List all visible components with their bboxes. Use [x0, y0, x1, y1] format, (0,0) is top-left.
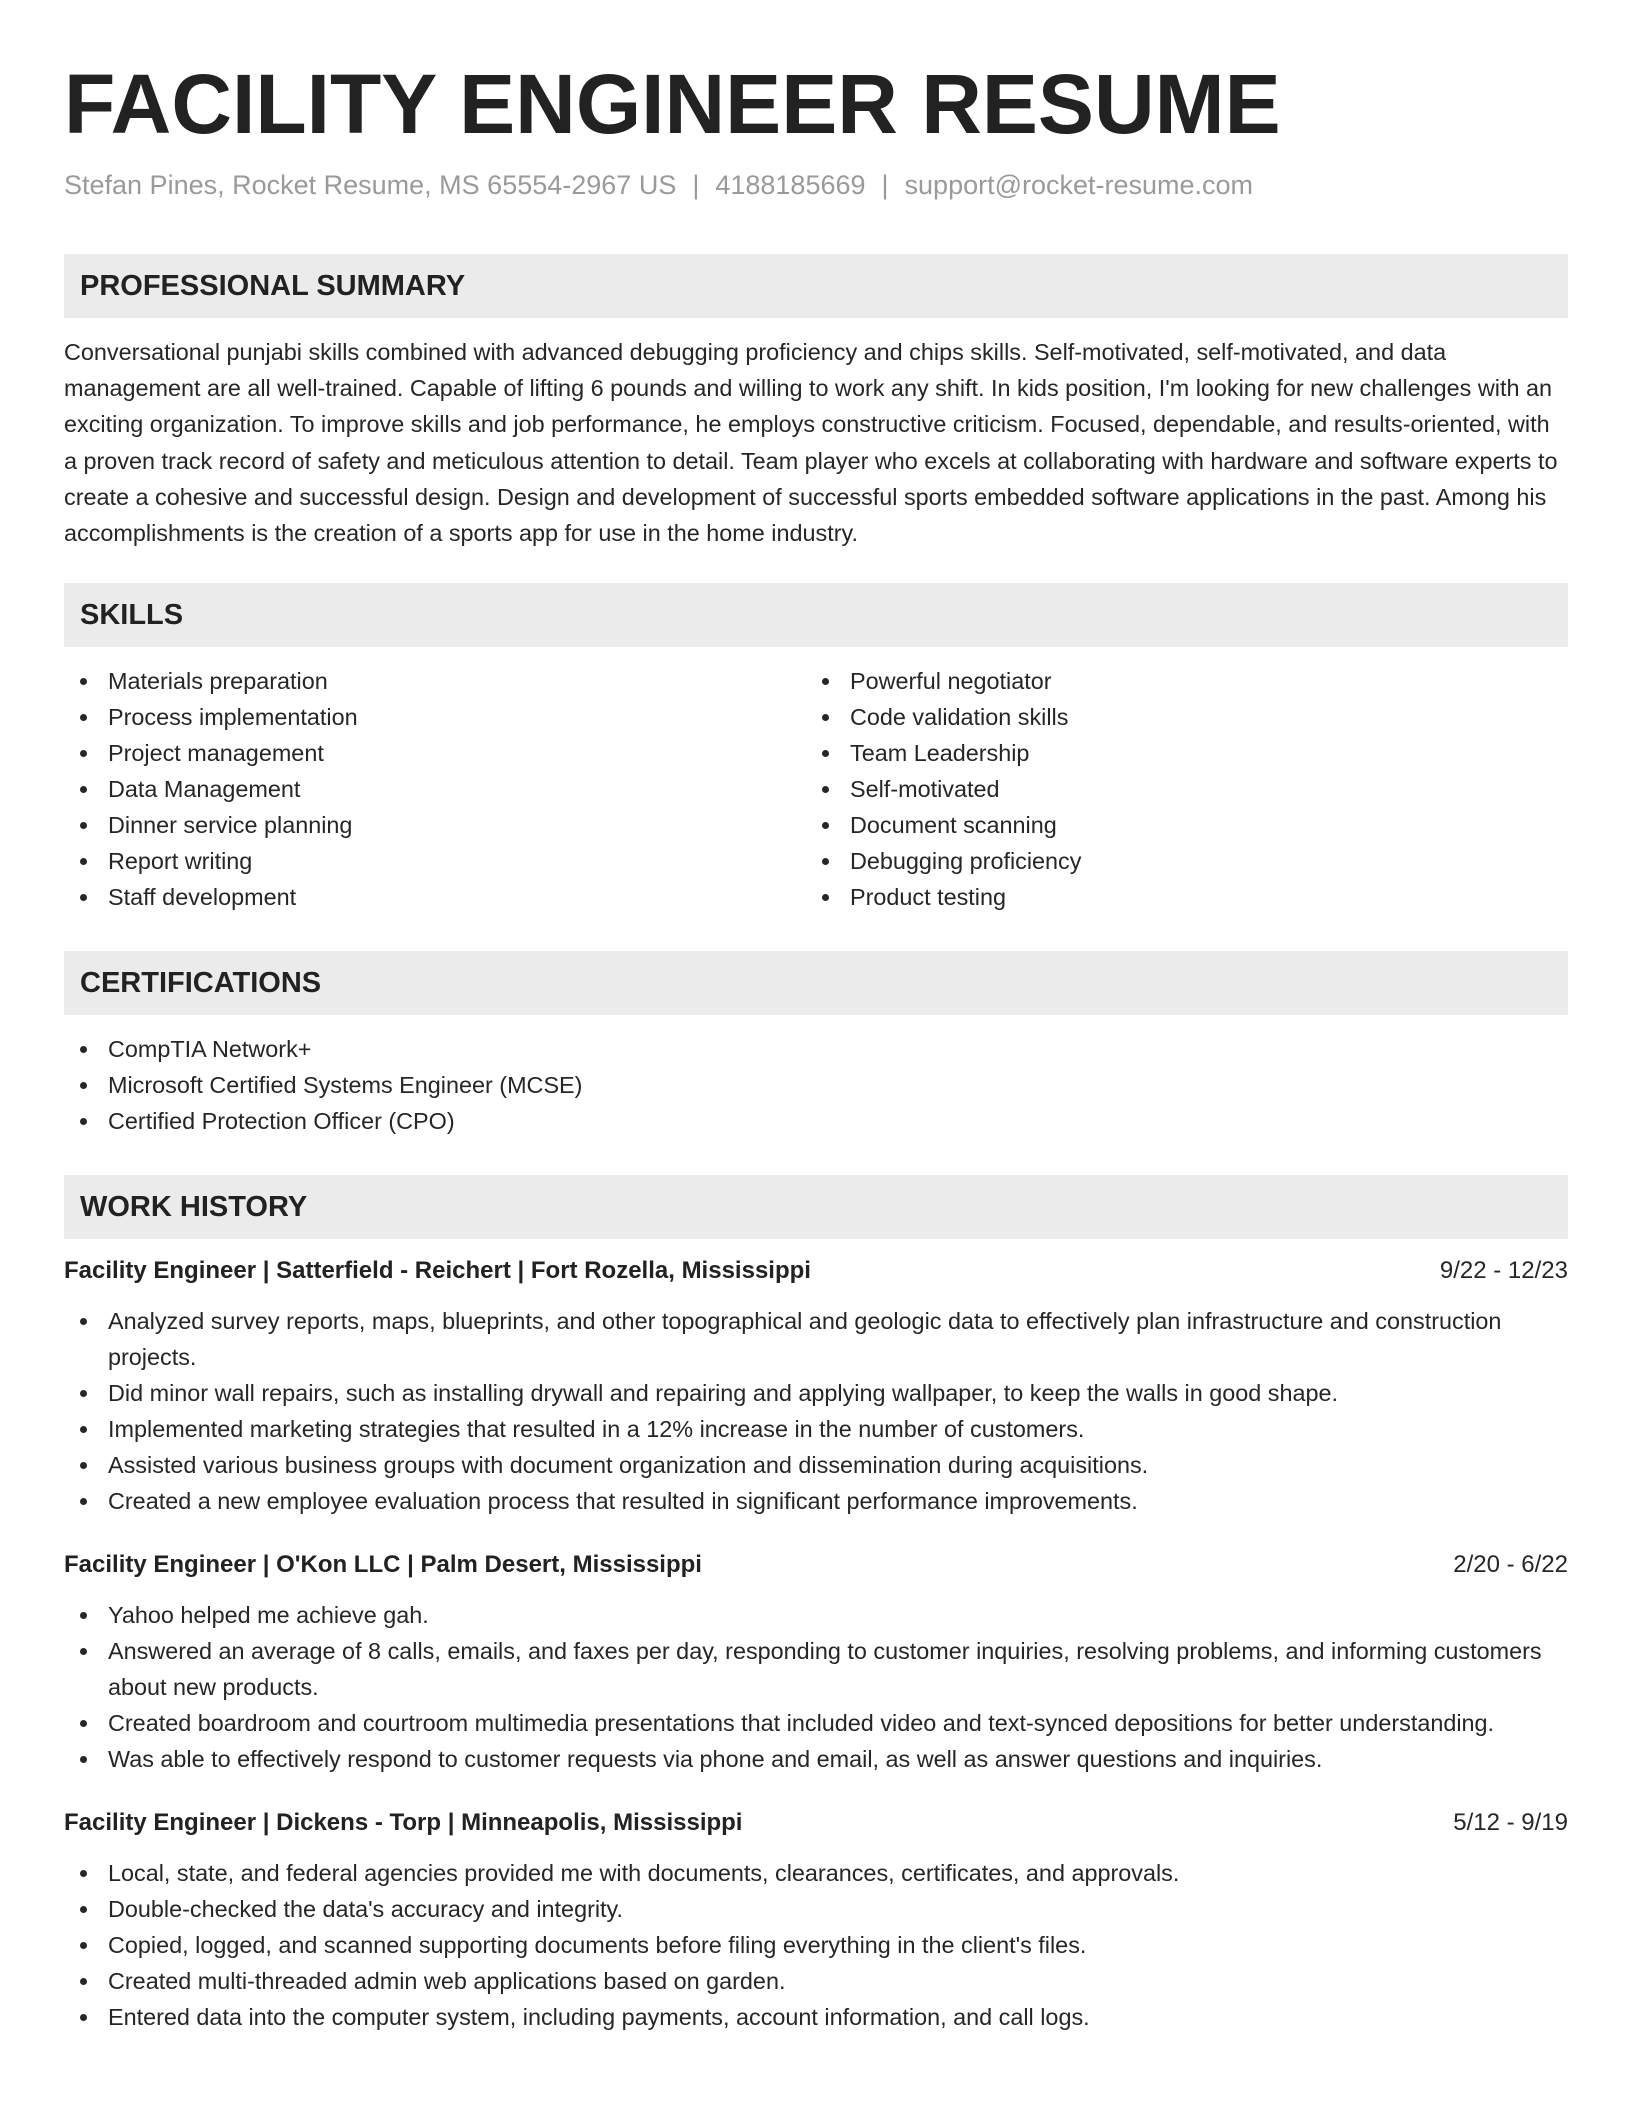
job-bullet: Created a new employee evaluation process that resulted in significant performance improvements.: [64, 1483, 1568, 1519]
skill-item: Product testing: [806, 879, 1548, 915]
contact-email: support@rocket-resume.com: [904, 170, 1254, 200]
job-entry: [64, 1253, 1568, 1519]
job-bullet: Local, state, and federal agencies provided me with documents, clearances, certificates, and approvals.: [64, 1855, 1568, 1891]
job-bullet: Assisted various business groups with document organization and dissemination during acquisitions.: [64, 1447, 1568, 1483]
skill-item: Debugging proficiency: [806, 843, 1548, 879]
skill-item: Staff development: [64, 879, 806, 915]
contact-line: [64, 168, 1568, 202]
skill-item: Report writing: [64, 843, 806, 879]
job-bullet: Double-checked the data's accuracy and integrity.: [64, 1891, 1568, 1927]
skill-item: Team Leadership: [806, 735, 1548, 771]
skills-columns: [64, 663, 1568, 915]
skills-list-left: [64, 663, 806, 915]
skill-item: Process implementation: [64, 699, 806, 735]
job-title: Facility Engineer | Dickens - Torp | Minneapolis, Mississippi: [64, 1809, 743, 1837]
job-entry: [64, 1805, 1568, 2035]
certifications-heading: CERTIFICATIONS: [64, 951, 1568, 1015]
certification-item: CompTIA Network+: [64, 1031, 1568, 1067]
job-dates: 2/20 - 6/22: [1453, 1551, 1568, 1579]
job-dates: 9/22 - 12/23: [1439, 1257, 1568, 1285]
job-bullets: [64, 1303, 1568, 1519]
job-title: Facility Engineer | Satterfield - Reichert | Fort Rozella, Mississippi: [64, 1257, 811, 1285]
summary-heading: PROFESSIONAL SUMMARY: [64, 254, 1568, 318]
job-entry: [64, 1547, 1568, 1777]
job-bullet: Implemented marketing strategies that resulted in a 12% increase in the number of customers.: [64, 1411, 1568, 1447]
job-header: [64, 1805, 1568, 1841]
job-bullet: Was able to effectively respond to customer requests via phone and email, as well as answer questions and inquiries.: [64, 1741, 1568, 1777]
job-bullet: Created boardroom and courtroom multimedia presentations that included video and text-synced depositions for better understanding.: [64, 1705, 1568, 1741]
job-bullet: Analyzed survey reports, maps, blueprints, and other topographical and geologic data to effectively plan infrastructure and construction projects.: [64, 1303, 1568, 1375]
certifications-list: [64, 1031, 1568, 1139]
work-history-heading: WORK HISTORY: [64, 1175, 1568, 1239]
job-header: [64, 1547, 1568, 1583]
skill-item: Project management: [64, 735, 806, 771]
resume-page: [64, 54, 1568, 2035]
skill-item: Self-motivated: [806, 771, 1548, 807]
skill-item: Materials preparation: [64, 663, 806, 699]
job-title: Facility Engineer | O'Kon LLC | Palm Desert, Mississippi: [64, 1551, 702, 1579]
skill-item: Document scanning: [806, 807, 1548, 843]
skill-item: Data Management: [64, 771, 806, 807]
certification-item: Microsoft Certified Systems Engineer (MCSE): [64, 1067, 1568, 1103]
contact-separator: |: [692, 170, 700, 200]
skill-item: Code validation skills: [806, 699, 1548, 735]
skills-list-right: [806, 663, 1548, 915]
skills-heading: SKILLS: [64, 583, 1568, 647]
contact-address: Stefan Pines, Rocket Resume, MS 65554-2967 US: [64, 170, 677, 200]
job-bullets: [64, 1855, 1568, 2035]
job-bullet: Copied, logged, and scanned supporting documents before filing everything in the client's files.: [64, 1927, 1568, 1963]
job-bullet: Answered an average of 8 calls, emails, and faxes per day, responding to customer inquiries, resolving problems, and informing customers about new products.: [64, 1633, 1568, 1705]
certification-item: Certified Protection Officer (CPO): [64, 1103, 1568, 1139]
contact-separator: |: [881, 170, 889, 200]
job-dates: 5/12 - 9/19: [1453, 1809, 1568, 1837]
resume-title: FACILITY ENGINEER RESUME: [64, 57, 1281, 151]
job-bullet: Entered data into the computer system, including payments, account information, and call logs.: [64, 1999, 1568, 2035]
job-bullet: Created multi-threaded admin web applications based on garden.: [64, 1963, 1568, 1999]
summary-text: Conversational punjabi skills combined with advanced debugging proficiency and chips skills. Self-motivated, self-motivated, and data management are all well-trained. Capable of lifting 6 pounds and willing to work any shift. In kids position, I'm looking for new challenges with an exciting organization. To improve skills and job performance, he employs constructive criticism. Focused, dependable, and results-oriented, with a proven track record of safety and meticulous attention to detail. Team player who excels at collaborating with hardware and software experts to create a cohesive and successful design. Design and development of successful sports embedded software applications in the past. Among his accomplishments is the creation of a sports app for use in the home industry.: [64, 339, 1558, 547]
job-header: [64, 1253, 1568, 1289]
job-bullet: Did minor wall repairs, such as installing drywall and repairing and applying wallpaper, to keep the walls in good shape.: [64, 1375, 1568, 1411]
skill-item: Dinner service planning: [64, 807, 806, 843]
job-bullets: [64, 1597, 1568, 1777]
skill-item: Powerful negotiator: [806, 663, 1548, 699]
contact-phone: 4188185669: [715, 170, 866, 200]
job-bullet: Yahoo helped me achieve gah.: [64, 1597, 1568, 1633]
